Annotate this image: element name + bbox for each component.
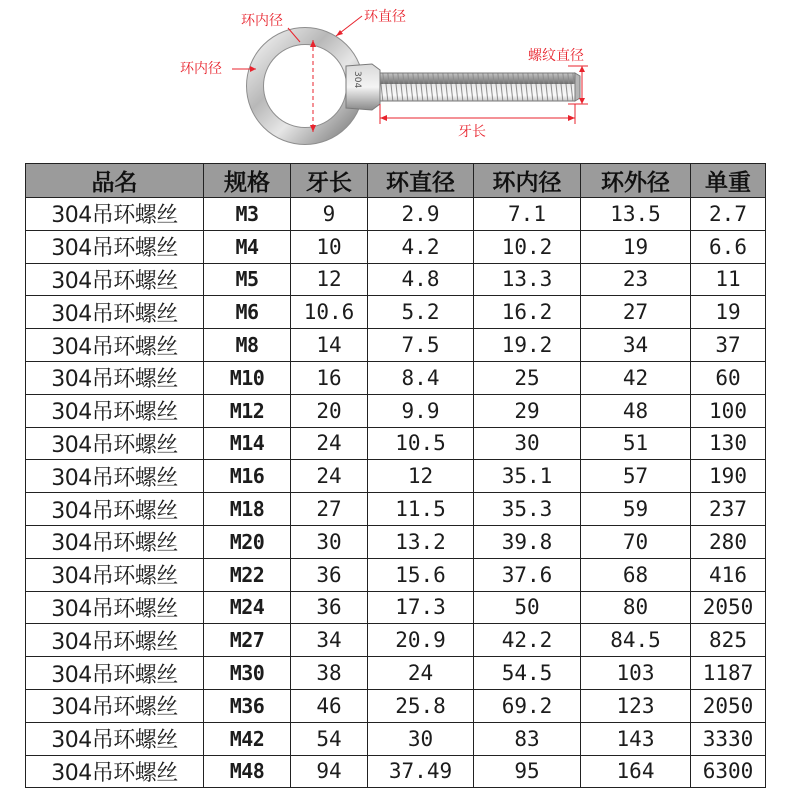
cell-spec: M6 bbox=[204, 296, 291, 329]
table-row bbox=[26, 755, 766, 788]
cell-unit-weight: 6.6 bbox=[691, 230, 766, 263]
cell-unit-weight: 100 bbox=[691, 394, 766, 427]
cell-ring-diameter: 9.9 bbox=[368, 394, 474, 427]
cell-spec: M16 bbox=[204, 460, 291, 493]
cell-thread-length: 34 bbox=[291, 624, 368, 657]
table-row bbox=[26, 689, 766, 722]
cell-ring-diameter: 30 bbox=[368, 722, 474, 755]
cell-thread-length: 24 bbox=[291, 460, 368, 493]
cell-unit-weight: 6300 bbox=[691, 755, 766, 788]
table-row bbox=[26, 296, 766, 329]
cell-spec: M24 bbox=[204, 591, 291, 624]
cell-ring-outer-diameter: 68 bbox=[581, 558, 691, 591]
cell-ring-inner-diameter: 35.3 bbox=[474, 493, 581, 526]
table-row bbox=[26, 591, 766, 624]
table-row bbox=[26, 361, 766, 394]
table-row bbox=[26, 198, 766, 231]
label-ring-inner-diameter-left: 环内径 bbox=[180, 61, 222, 77]
cell-name: 304吊环螺丝 bbox=[26, 755, 204, 788]
cell-thread-length: 54 bbox=[291, 722, 368, 755]
cell-name: 304吊环螺丝 bbox=[26, 427, 204, 460]
cell-name: 304吊环螺丝 bbox=[26, 722, 204, 755]
cell-unit-weight: 3330 bbox=[691, 722, 766, 755]
cell-ring-outer-diameter: 80 bbox=[581, 591, 691, 624]
table-row bbox=[26, 230, 766, 263]
cell-ring-diameter: 12 bbox=[368, 460, 474, 493]
table-row bbox=[26, 263, 766, 296]
cell-ring-diameter: 2.9 bbox=[368, 198, 474, 231]
cell-ring-outer-diameter: 164 bbox=[581, 755, 691, 788]
cell-ring-outer-diameter: 103 bbox=[581, 657, 691, 690]
cell-ring-diameter: 25.8 bbox=[368, 689, 474, 722]
cell-ring-outer-diameter: 57 bbox=[581, 460, 691, 493]
cell-spec: M42 bbox=[204, 722, 291, 755]
cell-ring-diameter: 5.2 bbox=[368, 296, 474, 329]
cell-name: 304吊环螺丝 bbox=[26, 263, 204, 296]
cell-thread-length: 12 bbox=[291, 263, 368, 296]
cell-name: 304吊环螺丝 bbox=[26, 689, 204, 722]
bolt-collar-shape bbox=[346, 64, 380, 110]
cell-name: 304吊环螺丝 bbox=[26, 296, 204, 329]
cell-unit-weight: 11 bbox=[691, 263, 766, 296]
cell-thread-length: 9 bbox=[291, 198, 368, 231]
cell-ring-inner-diameter: 16.2 bbox=[474, 296, 581, 329]
cell-thread-length: 20 bbox=[291, 394, 368, 427]
cell-spec: M22 bbox=[204, 558, 291, 591]
eye-ring-shape bbox=[255, 36, 355, 136]
label-ring-section-diameter: 环直径 bbox=[364, 9, 406, 25]
cell-thread-length: 36 bbox=[291, 558, 368, 591]
cell-name: 304吊环螺丝 bbox=[26, 558, 204, 591]
table-row bbox=[26, 329, 766, 362]
cell-ring-outer-diameter: 51 bbox=[581, 427, 691, 460]
cell-unit-weight: 280 bbox=[691, 525, 766, 558]
svg-text:304: 304 bbox=[352, 71, 362, 89]
cell-ring-outer-diameter: 19 bbox=[581, 230, 691, 263]
cell-ring-inner-diameter: 30 bbox=[474, 427, 581, 460]
cell-ring-diameter: 24 bbox=[368, 657, 474, 690]
cell-ring-outer-diameter: 23 bbox=[581, 263, 691, 296]
cell-ring-diameter: 10.5 bbox=[368, 427, 474, 460]
cell-ring-inner-diameter: 13.3 bbox=[474, 263, 581, 296]
cell-ring-outer-diameter: 48 bbox=[581, 394, 691, 427]
cell-ring-inner-diameter: 19.2 bbox=[474, 329, 581, 362]
cell-name: 304吊环螺丝 bbox=[26, 591, 204, 624]
cell-name: 304吊环螺丝 bbox=[26, 493, 204, 526]
table-row bbox=[26, 624, 766, 657]
cell-ring-inner-diameter: 37.6 bbox=[474, 558, 581, 591]
table-row bbox=[26, 657, 766, 690]
cell-thread-length: 94 bbox=[291, 755, 368, 788]
cell-ring-inner-diameter: 42.2 bbox=[474, 624, 581, 657]
cell-unit-weight: 130 bbox=[691, 427, 766, 460]
cell-ring-diameter: 37.49 bbox=[368, 755, 474, 788]
cell-thread-length: 14 bbox=[291, 329, 368, 362]
cell-thread-length: 27 bbox=[291, 493, 368, 526]
cell-name: 304吊环螺丝 bbox=[26, 230, 204, 263]
cell-spec: M48 bbox=[204, 755, 291, 788]
cell-spec: M27 bbox=[204, 624, 291, 657]
cell-ring-diameter: 20.9 bbox=[368, 624, 474, 657]
header-unit-weight: 单重 bbox=[691, 164, 766, 198]
cell-spec: M36 bbox=[204, 689, 291, 722]
cell-spec: M18 bbox=[204, 493, 291, 526]
table-row bbox=[26, 394, 766, 427]
cell-thread-length: 30 bbox=[291, 525, 368, 558]
table-row bbox=[26, 427, 766, 460]
table-row bbox=[26, 525, 766, 558]
spec-table bbox=[25, 163, 766, 788]
cell-ring-inner-diameter: 54.5 bbox=[474, 657, 581, 690]
cell-name: 304吊环螺丝 bbox=[26, 329, 204, 362]
cell-name: 304吊环螺丝 bbox=[26, 624, 204, 657]
cell-unit-weight: 1187 bbox=[691, 657, 766, 690]
cell-spec: M8 bbox=[204, 329, 291, 362]
cell-ring-inner-diameter: 50 bbox=[474, 591, 581, 624]
header-thread-length: 牙长 bbox=[291, 164, 368, 198]
cell-thread-length: 24 bbox=[291, 427, 368, 460]
cell-unit-weight: 190 bbox=[691, 460, 766, 493]
eye-bolt-diagram bbox=[0, 0, 790, 160]
cell-thread-length: 36 bbox=[291, 591, 368, 624]
cell-unit-weight: 2050 bbox=[691, 591, 766, 624]
cell-ring-diameter: 7.5 bbox=[368, 329, 474, 362]
cell-spec: M4 bbox=[204, 230, 291, 263]
cell-thread-length: 16 bbox=[291, 361, 368, 394]
cell-unit-weight: 237 bbox=[691, 493, 766, 526]
header-name: 品名 bbox=[26, 164, 204, 198]
table-row bbox=[26, 558, 766, 591]
cell-ring-inner-diameter: 95 bbox=[474, 755, 581, 788]
cell-spec: M30 bbox=[204, 657, 291, 690]
cell-ring-inner-diameter: 35.1 bbox=[474, 460, 581, 493]
cell-thread-length: 10 bbox=[291, 230, 368, 263]
cell-ring-outer-diameter: 42 bbox=[581, 361, 691, 394]
cell-ring-diameter: 17.3 bbox=[368, 591, 474, 624]
cell-name: 304吊环螺丝 bbox=[26, 460, 204, 493]
cell-ring-outer-diameter: 59 bbox=[581, 493, 691, 526]
cell-ring-inner-diameter: 39.8 bbox=[474, 525, 581, 558]
cell-spec: M20 bbox=[204, 525, 291, 558]
table-header-row bbox=[26, 164, 766, 198]
cell-ring-outer-diameter: 70 bbox=[581, 525, 691, 558]
label-ring-inner-diameter-top: 环内径 bbox=[241, 13, 283, 29]
cell-spec: M3 bbox=[204, 198, 291, 231]
cell-name: 304吊环螺丝 bbox=[26, 394, 204, 427]
cell-ring-diameter: 8.4 bbox=[368, 361, 474, 394]
table-row bbox=[26, 493, 766, 526]
cell-ring-diameter: 11.5 bbox=[368, 493, 474, 526]
cell-ring-outer-diameter: 27 bbox=[581, 296, 691, 329]
cell-ring-diameter: 4.8 bbox=[368, 263, 474, 296]
cell-thread-length: 38 bbox=[291, 657, 368, 690]
cell-name: 304吊环螺丝 bbox=[26, 525, 204, 558]
cell-ring-outer-diameter: 143 bbox=[581, 722, 691, 755]
cell-ring-diameter: 13.2 bbox=[368, 525, 474, 558]
cell-ring-diameter: 15.6 bbox=[368, 558, 474, 591]
cell-spec: M14 bbox=[204, 427, 291, 460]
cell-ring-inner-diameter: 29 bbox=[474, 394, 581, 427]
cell-unit-weight: 37 bbox=[691, 329, 766, 362]
header-ring-diameter: 环直径 bbox=[368, 164, 474, 198]
cell-ring-outer-diameter: 123 bbox=[581, 689, 691, 722]
cell-ring-inner-diameter: 25 bbox=[474, 361, 581, 394]
cell-unit-weight: 2050 bbox=[691, 689, 766, 722]
cell-unit-weight: 60 bbox=[691, 361, 766, 394]
cell-ring-inner-diameter: 83 bbox=[474, 722, 581, 755]
cell-name: 304吊环螺丝 bbox=[26, 657, 204, 690]
header-ring-inner-diameter: 环内径 bbox=[474, 164, 581, 198]
cell-name: 304吊环螺丝 bbox=[26, 198, 204, 231]
threaded-shaft-shape bbox=[380, 73, 575, 101]
cell-unit-weight: 416 bbox=[691, 558, 766, 591]
cell-ring-diameter: 4.2 bbox=[368, 230, 474, 263]
cell-unit-weight: 825 bbox=[691, 624, 766, 657]
cell-thread-length: 10.6 bbox=[291, 296, 368, 329]
cell-ring-outer-diameter: 34 bbox=[581, 329, 691, 362]
header-ring-outer-diameter: 环外径 bbox=[581, 164, 691, 198]
cell-ring-outer-diameter: 13.5 bbox=[581, 198, 691, 231]
cell-spec: M10 bbox=[204, 361, 291, 394]
cell-ring-inner-diameter: 7.1 bbox=[474, 198, 581, 231]
table-row bbox=[26, 722, 766, 755]
cell-unit-weight: 2.7 bbox=[691, 198, 766, 231]
cell-name: 304吊环螺丝 bbox=[26, 361, 204, 394]
cell-spec: M5 bbox=[204, 263, 291, 296]
cell-thread-length: 46 bbox=[291, 689, 368, 722]
cell-spec: M12 bbox=[204, 394, 291, 427]
cell-ring-inner-diameter: 69.2 bbox=[474, 689, 581, 722]
cell-unit-weight: 19 bbox=[691, 296, 766, 329]
label-thread-length: 牙长 bbox=[458, 124, 486, 140]
table-row bbox=[26, 460, 766, 493]
header-spec: 规格 bbox=[204, 164, 291, 198]
label-thread-diameter: 螺纹直径 bbox=[528, 48, 584, 64]
cell-ring-inner-diameter: 10.2 bbox=[474, 230, 581, 263]
cell-ring-outer-diameter: 84.5 bbox=[581, 624, 691, 657]
